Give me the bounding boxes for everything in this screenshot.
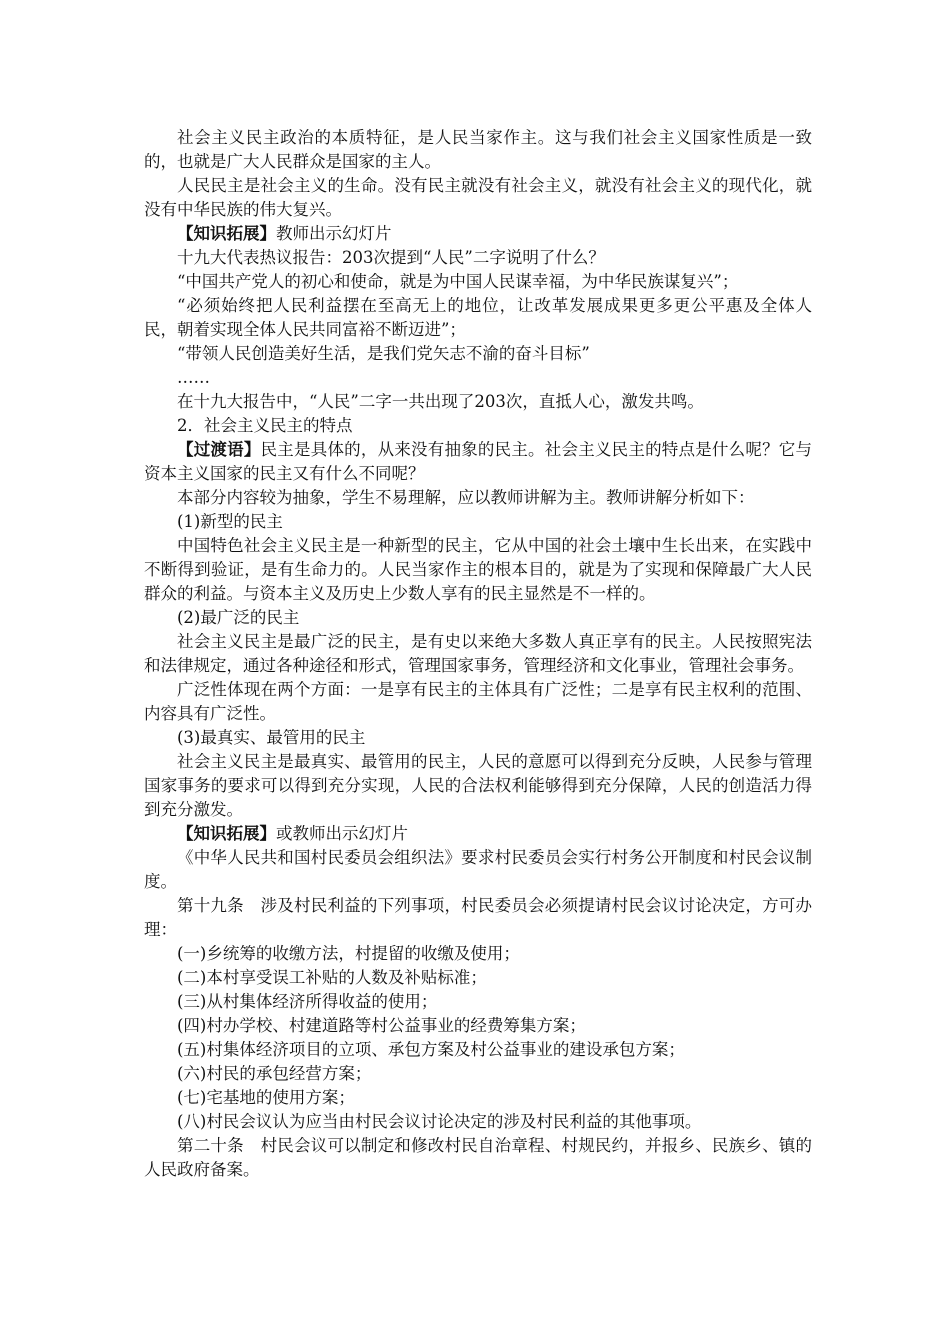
list-item: (八)村民会议认为应当由村民会议讨论决定的涉及村民利益的其他事项。 [177,1112,702,1131]
paragraph-broadness-aspects: 广泛性体现在两个方面：一是享有民主的主体具有广泛性；二是享有民主权利的范围、内容具有广泛性。 [144,680,812,723]
transition-text: 民主是具体的，从来没有抽象的民主。社会主义民主的特点是什么呢？它与资本主义国家的民主又有什么不同呢？ [144,440,813,483]
list-item: (四)村办学校、村建道路等村公益事业的经费筹集方案； [177,1016,586,1035]
subheading-most-real-democracy: (3)最真实、最管用的民主 [177,728,366,747]
list-item: (七)宅基地的使用方案； [177,1088,355,1107]
paragraph-203-times: 在十九大报告中，“人民”二字一共出现了203次，直抵人心，激发共鸣。 [177,392,704,411]
paragraph-knowledge-expansion-2 [144,822,812,846]
paragraph-most-real-democracy: 社会主义民主是最真实、最管用的民主，人民的意愿可以得到充分反映，人民参与管理国家事务的要求可以得到充分实现，人民的合法权利能够得到充分保障，人民的创造活力得到充分激发。 [144,752,812,819]
list-item: (一)乡统筹的收缴方法，村提留的收缴及使用； [177,944,520,963]
paragraph-essence: 社会主义民主政治的本质特征，是人民当家作主。这与我们社会主义国家性质是一致的，也就是广大人民群众是国家的主人。 [144,128,812,171]
paragraph-transition [144,438,812,486]
document-body [144,126,812,1182]
paragraph-village-law: 《中华人民共和国村民委员会组织法》要求村民委员会实行村务公开制度和村民会议制度。 [144,848,812,891]
knowledge-expansion-text: 教师出示幻灯片 [276,224,392,243]
transition-tag: 【过渡语】 [177,440,261,459]
paragraph-19th-congress-question: 十九大代表热议报告：203次提到“人民”二字说明了什么？ [177,248,605,267]
quote-1: “中国共产党人的初心和使命，就是为中国人民谋幸福，为中华民族谋复兴”； [177,272,739,291]
article-19: 第十九条 涉及村民利益的下列事项，村民委员会必须提请村民会议讨论决定，方可办理： [144,896,812,939]
paragraph-broadest-democracy: 社会主义民主是最广泛的民主，是有史以来绝大多数人真正享有的民主。人民按照宪法和法律规定，通过各种途径和形式，管理国家事务，管理经济和文化事业，管理社会事务。 [144,632,812,675]
ellipsis: …… [177,368,210,387]
quote-2: “必须始终把人民利益摆在至高无上的地位，让改革发展成果更多更公平惠及全体人民，朝着实现全体人民共同富裕不断迈进”； [144,296,812,339]
list-item: (三)从村集体经济所得收益的使用； [177,992,438,1011]
paragraph-teaching-note: 本部分内容较为抽象，学生不易理解，应以教师讲解为主。教师讲解分析如下： [177,488,755,507]
paragraph-knowledge-expansion-1 [144,222,812,246]
list-item: (二)本村享受误工补贴的人数及补贴标准； [177,968,487,987]
knowledge-expansion-tag-2: 【知识拓展】 [177,824,276,843]
paragraph-new-democracy: 中国特色社会主义民主是一种新型的民主，它从中国的社会土壤中生长出来，在实践中不断得到验证，是有生命力的。人民当家作主的根本目的，就是为了实现和保障最广大人民群众的利益。与资本主义及历史上少数人享有的民主显然是不一样的。 [144,536,812,603]
list-item: (六)村民的承包经营方案； [177,1064,372,1083]
section-heading-2: 2．社会主义民主的特点 [177,416,353,435]
knowledge-expansion-text-2: 或教师出示幻灯片 [276,824,408,843]
subheading-new-democracy: (1)新型的民主 [177,512,283,531]
subheading-broadest-democracy: (2)最广泛的民主 [177,608,300,627]
knowledge-expansion-tag: 【知识拓展】 [177,224,276,243]
list-item: (五)村集体经济项目的立项、承包方案及村公益事业的建设承包方案； [177,1040,685,1059]
article-20: 第二十条 村民会议可以制定和修改村民自治章程、村规民约，并报乡、民族乡、镇的人民政府备案。 [144,1136,812,1179]
quote-3: “带领人民创造美好生活，是我们党矢志不渝的奋斗目标” [177,344,590,363]
paragraph-people-democracy: 人民民主是社会主义的生命。没有民主就没有社会主义，就没有社会主义的现代化，就没有中华民族的伟大复兴。 [144,176,812,219]
